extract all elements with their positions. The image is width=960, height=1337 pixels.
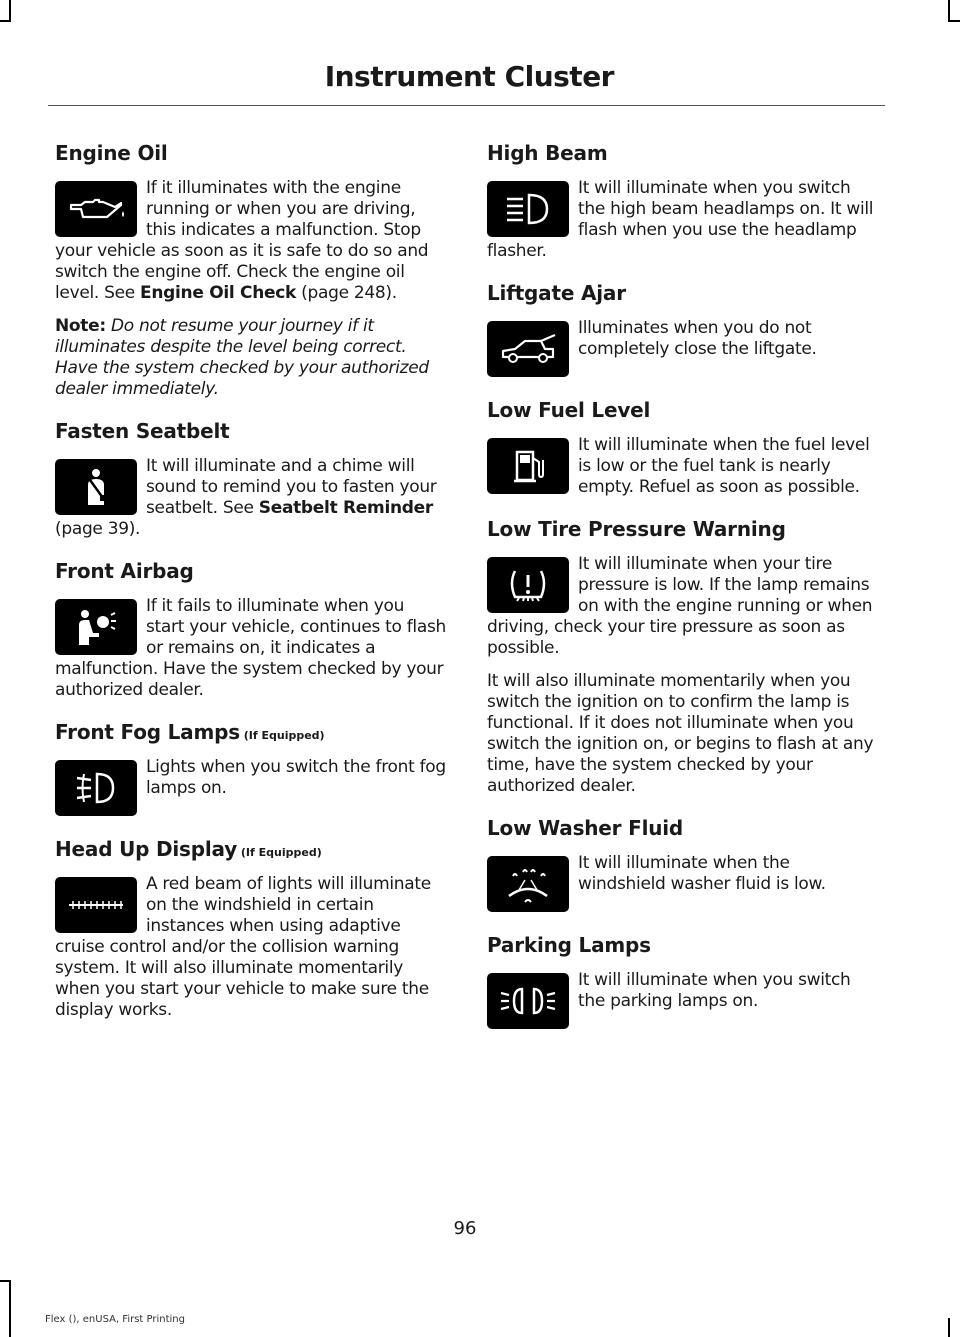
heading-low-fuel: Low Fuel Level xyxy=(487,398,651,422)
section-liftgate xyxy=(487,280,879,379)
heading-washer: Low Washer Fluid xyxy=(487,816,684,840)
section-head-up xyxy=(55,836,447,1021)
seatbelt-page: (page 39). xyxy=(55,519,141,539)
section-fasten-seatbelt xyxy=(55,418,447,540)
tire-pressure-icon xyxy=(487,557,569,613)
heading-low-tire: Low Tire Pressure Warning xyxy=(487,517,786,541)
low-tire-text-2: It will also illuminate momentarily when you switch the ignition on to confirm the lamp is functional. If it does not illuminate when you switch the ignition on, or begins to flash at any time, have the system checked by your authorized dealer. xyxy=(487,671,874,796)
right-column xyxy=(487,140,879,1049)
engine-oil-check-link[interactable]: Engine Oil Check xyxy=(140,283,297,303)
crop-mark xyxy=(948,0,950,22)
crop-mark xyxy=(948,20,960,22)
crop-mark xyxy=(9,1280,11,1337)
airbag-text: If it fails to illuminate when you start your vehicle, continues to flash or remains on, it indicates a malfunction. Have the system checked by your authorized dealer. xyxy=(55,596,446,700)
section-front-airbag xyxy=(55,558,447,701)
section-high-beam xyxy=(487,140,879,262)
fog-text: Lights when you switch the front fog lamps on. xyxy=(146,757,446,798)
heading-front-airbag: Front Airbag xyxy=(55,559,194,583)
crop-mark xyxy=(0,20,11,22)
heading-front-fog: Front Fog Lamps (If Equipped) xyxy=(55,720,325,744)
airbag-icon xyxy=(55,599,137,655)
heading-liftgate: Liftgate Ajar xyxy=(487,281,626,305)
parking-text: It will illuminate when you switch the parking lamps on. xyxy=(578,970,851,1011)
crop-mark xyxy=(0,1280,11,1282)
section-washer xyxy=(487,815,879,914)
engine-oil-page: (page 248). xyxy=(296,283,397,303)
footer-edition: Flex (), enUSA, First Printing xyxy=(45,1314,185,1325)
head-up-display-icon xyxy=(55,877,137,933)
section-front-fog xyxy=(55,719,447,818)
heading-fasten-seatbelt: Fasten Seatbelt xyxy=(55,419,230,443)
crop-mark xyxy=(9,0,11,22)
seatbelt-reminder-link[interactable]: Seatbelt Reminder xyxy=(258,498,433,518)
heading-high-beam: High Beam xyxy=(487,141,608,165)
heading-engine-oil: Engine Oil xyxy=(55,141,168,165)
seatbelt-text: It will illuminate and a chime will sound to remind you to fasten your seatbelt. See xyxy=(146,456,437,518)
left-column xyxy=(55,140,447,1039)
oil-can-icon xyxy=(55,181,137,237)
washer-text: It will illuminate when the windshield washer fluid is low. xyxy=(578,853,826,894)
section-parking xyxy=(487,932,879,1031)
fuel-pump-icon xyxy=(487,438,569,494)
low-tire-text: It will illuminate when your tire pressure is low. If the lamp remains on with the engine running or when driving, check your tire pressure as soon as possible. xyxy=(487,554,873,658)
section-low-fuel xyxy=(487,397,879,498)
engine-oil-text: If it illuminates with the engine running or when you are driving, this indicates a malfunction. Stop your vehicle as soon as it is safe to do so and switch the engine off. Check the engine oil level. See xyxy=(55,178,429,303)
header-rule xyxy=(48,105,885,106)
parking-lamps-icon xyxy=(487,973,569,1029)
liftgate-text: Illuminates when you do not completely close the liftgate. xyxy=(578,318,817,359)
page-title: Instrument Cluster xyxy=(324,60,614,93)
liftgate-icon xyxy=(487,321,569,377)
seatbelt-icon xyxy=(55,459,137,515)
note-label: Note: xyxy=(55,316,106,336)
heading-parking: Parking Lamps xyxy=(487,933,651,957)
section-low-tire xyxy=(487,516,879,797)
low-fuel-text: It will illuminate when the fuel level is low or the fuel tank is nearly empty. Refuel as soon as possible. xyxy=(578,435,870,497)
high-beam-icon xyxy=(487,181,569,237)
heading-head-up: Head Up Display (If Equipped) xyxy=(55,837,322,861)
page-number: 96 xyxy=(453,1218,477,1239)
head-up-text: A red beam of lights will illuminate on the windshield in certain instances when using adaptive cruise control and/or the collision warning system. It will also illuminate momentarily when you start your vehicle to make sure the display works. xyxy=(55,874,431,1020)
washer-fluid-icon xyxy=(487,856,569,912)
section-engine-oil xyxy=(55,140,447,400)
fog-lamp-icon xyxy=(55,760,137,816)
note-text: Do not resume your journey if it illuminates despite the level being correct. Have the system checked by your authorized dealer immediately. xyxy=(55,316,429,399)
high-beam-text: It will illuminate when you switch the high beam headlamps on. It will flash when you use the headlamp flasher. xyxy=(487,178,874,261)
crop-mark xyxy=(948,1318,950,1337)
